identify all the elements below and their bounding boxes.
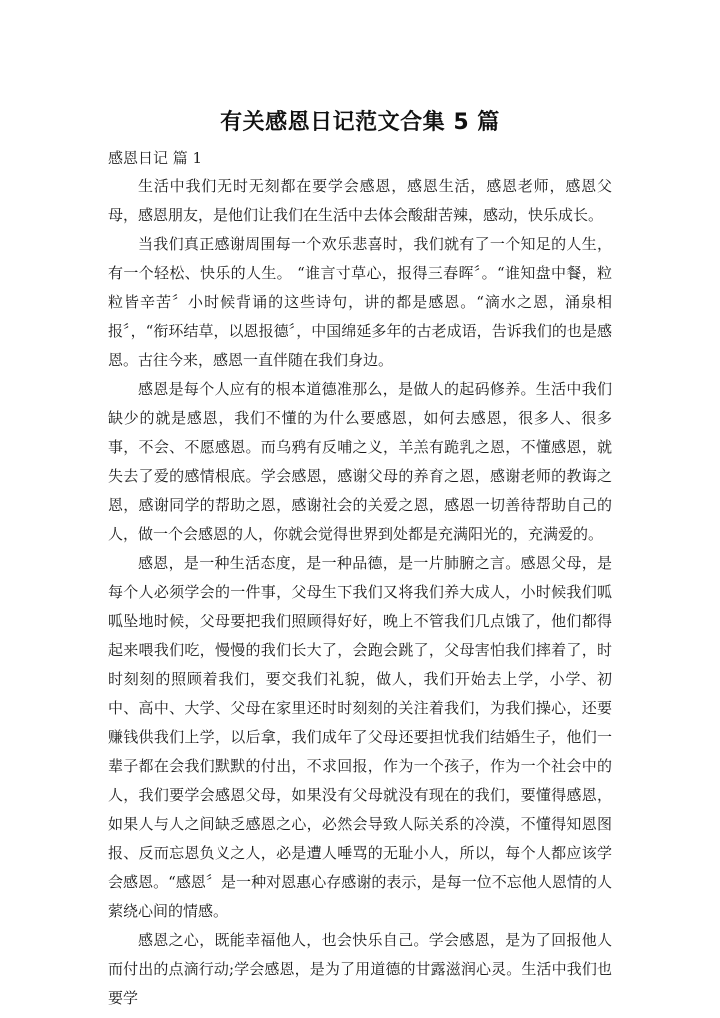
paragraph: 感恩，是一种生活态度，是一种品德，是一片肺腑之言。感恩父母，是每个人必须学会的一件事，父母生下我们又将我们养大成人，小时候我们呱呱坠地时候，父母要把我们照顾得好好，晚上不管我们几点饿了，他们都得起来喂我们吃，慢慢的我们长大了，会跑会跳了，父母害怕我们摔着了，时时刻刻的照顾着我们，要交我们礼貌，做人，我们开始去上学，小学、初中、高中、大学、父母在家里还时时刻刻的关注着我们，为我们操心，还要赚钱供我们上学，以后拿，我们成年了父母还要担忧我们结婚生子，他们一辈子都在会我们默默的付出，不求回报，作为一个孩子，作为一个社会中的人，我们要学会感恩父母，如果没有父母就没有现在的我们，要懂得感恩，如果人与人之间缺乏感恩之心，必然会导致人际关系的冷漠，不懂得知恩图报、反而忘恩负义之人，必是遭人唾骂的无耻小人，所以，每个人都应该学会感恩。“感恩〞是一种对恩惠心存感谢的表示，是每一位不忘他人恩情的人萦绕心间的情感。: [108, 554, 612, 920]
document-title: 有关感恩日记范文合集 5 篇: [220, 110, 500, 135]
document-body: [108, 172, 612, 1013]
paragraph: 感恩是每个人应有的根本道德准那么，是做人的起码修养。生活中我们缺少的就是感恩，我们不懂的为什么要感恩，如何去感恩，很多人、很多事，不会、不愿感恩。而乌鸦有反哺之义，羊羔有跪乳之恩，不懂感恩，就失去了爱的感情根底。学会感恩，感谢父母的养育之恩，感谢老师的教诲之恩，感谢同学的帮助之恩，感谢社会的关爱之恩，感恩一切善待帮助自己的人，做一个会感恩的人，你就会觉得世界到处都是充满阳光的，充满爱的。: [108, 380, 612, 543]
paragraph: 感恩之心，既能幸福他人，也会快乐自己。学会感恩，是为了回报他人而付出的点滴行动;学会感恩，是为了用道德的甘露滋润心灵。生活中我们也要学: [108, 931, 612, 1007]
section-heading: 感恩日记 篇 1: [108, 149, 203, 167]
paragraph: 生活中我们无时无刻都在要学会感恩，感恩生活，感恩老师，感恩父母，感恩朋友，是他们让我们在生活中去体会酸甜苦辣，感动，快乐成长。: [108, 177, 612, 224]
paragraph: 当我们真正感谢周围每一个欢乐悲喜时，我们就有了一个知足的人生，有一个轻松、快乐的人生。 “谁言寸草心，报得三春晖〞。“谁知盘中餐，粒粒皆辛苦〞小时候背诵的这些诗句，讲的都是感恩。“滴水之恩，涌泉相报〞，“衔环结草，以恩报德〞，中国绵延多年的古老成语，告诉我们的也是感恩。古往今来，感恩一直伴随在我们身边。: [108, 235, 612, 369]
